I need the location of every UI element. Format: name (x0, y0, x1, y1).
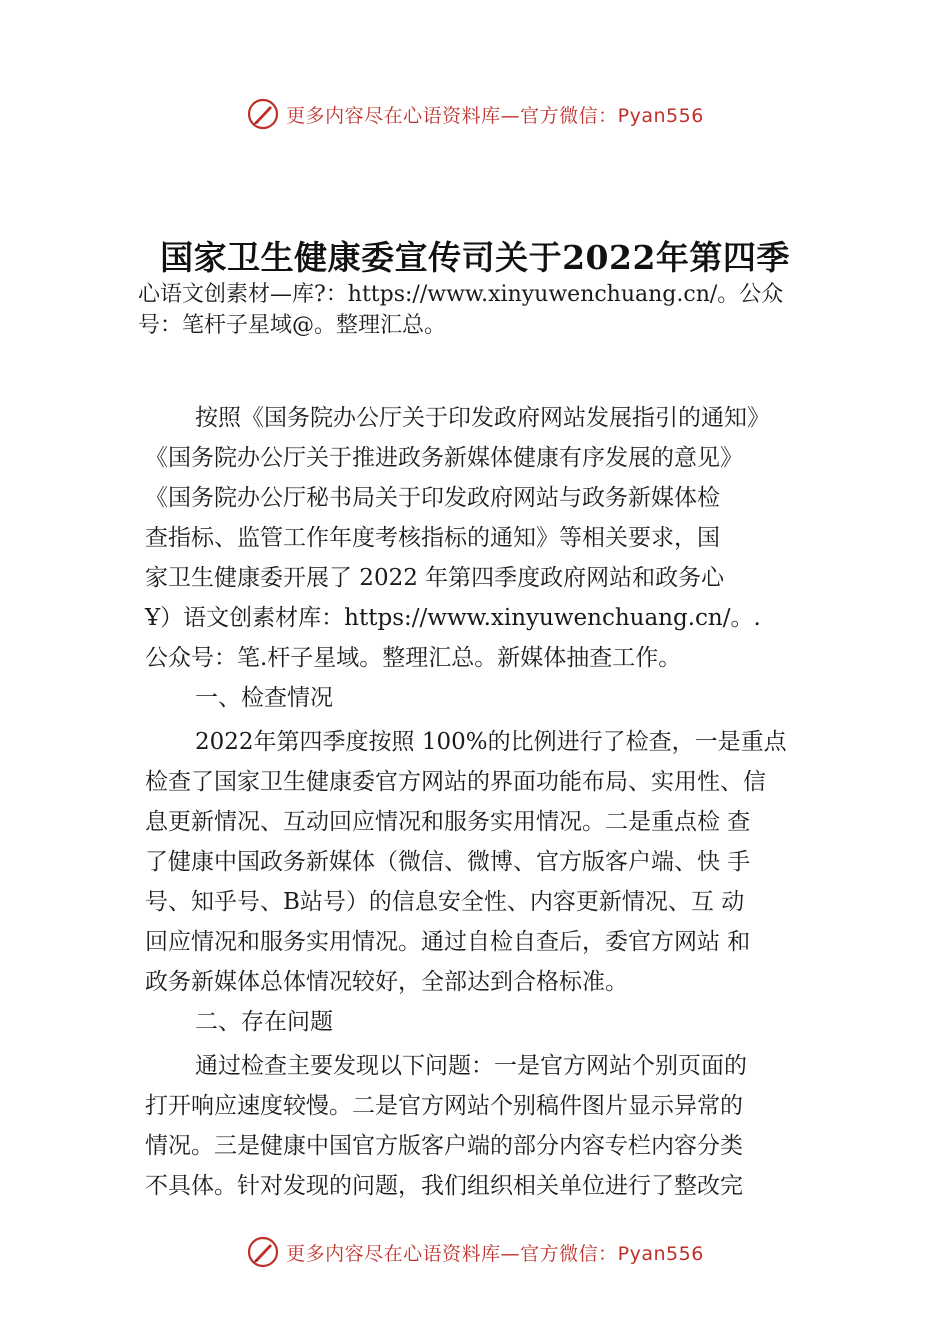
pen-seal-icon (246, 97, 280, 131)
body-line-5: 家卫生健康委开展了 2022 年第四季度政府网站和政务心 (145, 565, 725, 591)
body-line-3: 《国务院办公厅秘书局关于印发政府网站与政务新媒体检 (145, 485, 720, 511)
body-line-14: 回应情况和服务实用情况。通过自检自查后，委官方网站 和 (145, 929, 751, 955)
body-line-13: 号、知乎号、B站号）的信息安全性、内容更新情况、互 动 (145, 889, 745, 915)
body-line-9: 2022年第四季度按照 100%的比例进行了检查，一是重点 (195, 729, 787, 755)
watermark-text: 更多内容尽在心语资料库—官方微信：Pyan556 (286, 104, 704, 127)
header-watermark (0, 94, 950, 134)
body-line-15: 政务新媒体总体情况较好，全部达到合格标准。 (145, 969, 628, 995)
section-heading-1: 一、检查情况 (195, 685, 333, 711)
body-line-18: 打开响应速度较慢。二是官方网站个别稿件图片显示异常的 (145, 1093, 743, 1119)
body-line-11: 息更新情况、互动回应情况和服务实用情况。二是重点检 查 (145, 809, 751, 835)
body-line-2: 《国务院办公厅关于推进政务新媒体健康有序发展的意见》 (145, 445, 743, 471)
watermark-text: 更多内容尽在心语资料库—官方微信：Pyan556 (286, 1242, 704, 1265)
footer-watermark (0, 1232, 950, 1272)
source-line-2: 号：笔杆子星域@。整理汇总。 (138, 313, 447, 338)
body-line-1: 按照《国务院办公厅关于印发政府网站发展指引的通知》 (195, 405, 770, 431)
pen-seal-icon (246, 1235, 280, 1269)
body-line-10: 检查了国家卫生健康委官方网站的界面功能布局、实用性、信 (145, 769, 766, 795)
body-line-7: 公众号：笔.杆子星域。整理汇总。新媒体抽查工作。 (145, 645, 682, 671)
body-line-12: 了健康中国政务新媒体（微信、微博、官方版客户端、快 手 (145, 849, 751, 875)
body-line-19: 情况。三是健康中国官方版客户端的部分内容专栏内容分类 (145, 1133, 743, 1159)
body-line-4: 查指标、监管工作年度考核指标的通知》等相关要求，国 (145, 525, 720, 551)
body-line-6: Ұ）语文创素材库：https://www.xinyuwenchuang.cn/。. (145, 605, 761, 631)
body-line-17: 通过检查主要发现以下问题：一是官方网站个别页面的 (195, 1053, 747, 1079)
section-heading-2: 二、存在问题 (195, 1009, 333, 1035)
source-line-1: 心语文创素材—库?：https://www.xinyuwenchuang.cn/。公众 (138, 282, 784, 307)
document-title: 国家卫生健康委宣传司关于2022年第四季 (160, 238, 790, 277)
body-line-20: 不具体。针对发现的问题，我们组织相关单位进行了整改完 (145, 1173, 743, 1199)
